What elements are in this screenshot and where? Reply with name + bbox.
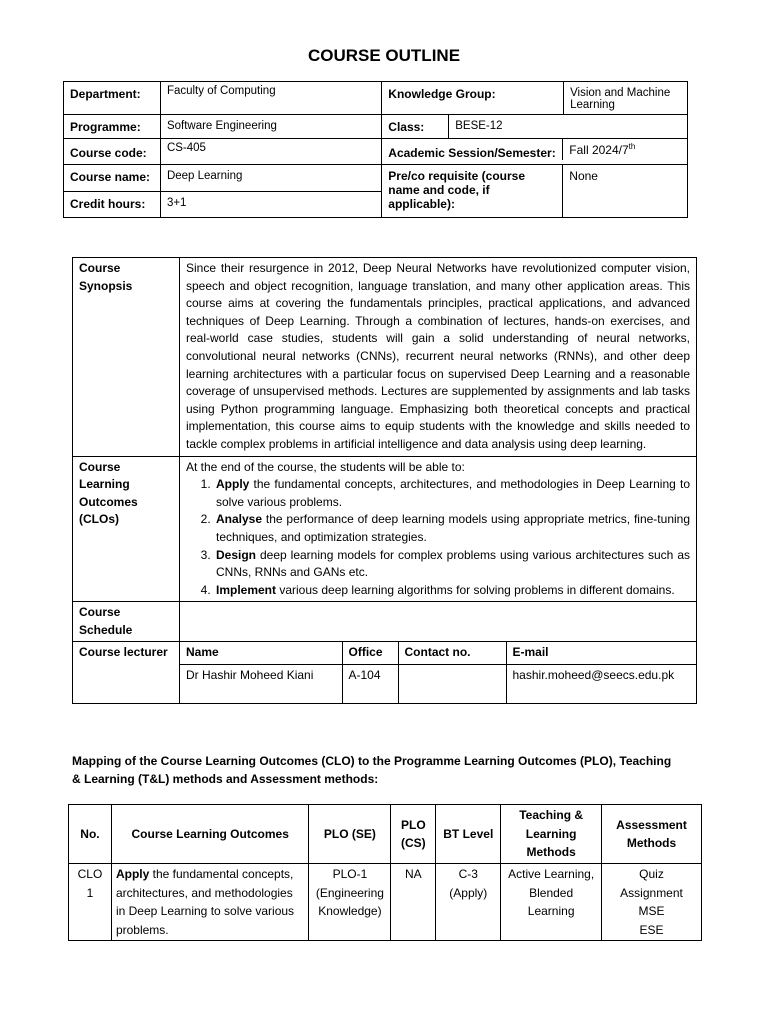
- clos-intro: At the end of the course, the students will be able to:: [186, 459, 465, 474]
- lecturer-label: Course lecturer: [73, 642, 180, 703]
- col-header-clo: Course Learning Outcomes: [111, 805, 308, 864]
- clo-item: 4. Implement various deep learning algorithms for solving problems in different domains.: [214, 582, 690, 600]
- lecturer-contact-header: Contact no.: [398, 642, 506, 664]
- programme-label: Programme:: [64, 115, 161, 139]
- clo-item: 1. Apply the fundamental concepts, architectures, and methodologies in Deep Learning to solve various problems.: [214, 476, 690, 511]
- course-details-table: [72, 257, 697, 704]
- bt-level-value: C-3 (Apply): [436, 864, 501, 941]
- tl-methods-value: Active Learning, Blended Learning: [501, 864, 602, 941]
- col-header-bt-level: BT Level: [436, 805, 501, 864]
- synopsis-label: Course Synopsis: [73, 258, 180, 457]
- session-value: Fall 2024/7th: [569, 142, 636, 157]
- clos-label: Course Learning Outcomes (CLOs): [73, 456, 180, 602]
- department-label: Department:: [64, 82, 161, 115]
- col-header-plo-se: PLO (SE): [309, 805, 391, 864]
- knowledge-group-value: Vision and Machine Learning: [564, 82, 688, 115]
- clo-item: 3. Design deep learning models for complex problems using various architectures such as CNNs, RNNs and GANs etc.: [214, 547, 690, 582]
- col-header-plo-cs: PLO (CS): [391, 805, 436, 864]
- schedule-value: [180, 602, 697, 642]
- col-header-no: No.: [69, 805, 112, 864]
- lecturer-office: A-104: [342, 665, 398, 703]
- synopsis-text: Since their resurgence in 2012, Deep Neural Networks have revolutionized computer vision, speech and object recognition, language translation, and many other application areas. This course aims at covering the fundamentals principles, practical applications, and advanced techniques of Deep Learning. Through a combination of lectures, hands-on exercises, and real-world case studies, students will gain a solid understanding of neural networks, convolutional neural networks (CNNs), recurrent neural networks (RNNs), and other deep learning architectures with a particular focus on supervised Deep Learning and a reasonable coverage of unsupervised methods. Lectures are supplemented by assignments and lab tasks using Python programming language. Emphasizing both theoretical concepts and practical implementation, this course aims to equip students with the knowledge and skills needed to tackle complex problems in artificial intelligence and data analysis using deep learning.: [180, 258, 697, 457]
- clo-number: CLO 1: [69, 864, 112, 941]
- lecturer-email-header: E-mail: [506, 642, 696, 664]
- lecturer-office-header: Office: [342, 642, 398, 664]
- page-title: COURSE OUTLINE: [307, 46, 461, 65]
- prereq-value: None: [569, 169, 598, 183]
- lecturer-email: hashir.moheed@seecs.edu.pk: [506, 665, 696, 703]
- knowledge-group-label: Knowledge Group:: [382, 82, 564, 115]
- course-code-value: CS-405: [160, 139, 381, 165]
- credit-hours-value: 3+1: [160, 191, 381, 218]
- prereq-label: Pre/co requisite (course name and code, if applicable):: [382, 165, 563, 217]
- plo-se-value: PLO-1 (Engineering Knowledge): [309, 864, 391, 941]
- col-header-assessment: Assessment Methods: [602, 805, 702, 864]
- plo-cs-value: NA: [391, 864, 436, 941]
- lecturer-name: Dr Hashir Moheed Kiani: [180, 665, 342, 703]
- lecturer-name-header: Name: [180, 642, 342, 664]
- lecturer-table: [180, 642, 696, 702]
- credit-hours-label: Credit hours:: [64, 191, 161, 218]
- lecturer-contact: [398, 665, 506, 703]
- class-label: Class:: [382, 115, 449, 139]
- course-name-label: Course name:: [64, 165, 161, 192]
- col-header-tl-methods: Teaching & Learning Methods: [501, 805, 602, 864]
- clo-item: 2. Analyse the performance of deep learning models using appropriate metrics, fine-tuning techniques, and optimization strategies.: [214, 511, 690, 546]
- session-label: Academic Session/Semester:: [382, 139, 563, 160]
- mapping-heading: Mapping of the Course Learning Outcomes (CLO) to the Programme Learning Outcomes (PLO), Teaching & Learning (T&L) methods and Assessment methods:: [72, 754, 672, 786]
- course-code-label: Course code:: [64, 139, 161, 165]
- schedule-label: Course Schedule: [73, 602, 180, 642]
- class-value: BESE-12: [449, 115, 688, 139]
- clos-list: [186, 476, 690, 599]
- table-row: [69, 864, 702, 941]
- clos-cell: [180, 456, 697, 602]
- assessment-value: Quiz Assignment MSE ESE: [602, 864, 702, 941]
- course-info-table: [63, 81, 688, 218]
- programme-value: Software Engineering: [160, 115, 381, 139]
- department-value: Faculty of Computing: [160, 82, 381, 115]
- course-name-value: Deep Learning: [160, 165, 381, 192]
- clo-mapping-table: [68, 804, 702, 941]
- clo-description: Apply the fundamental concepts, architectures, and methodologies in Deep Learning to solve various problems.: [111, 864, 308, 941]
